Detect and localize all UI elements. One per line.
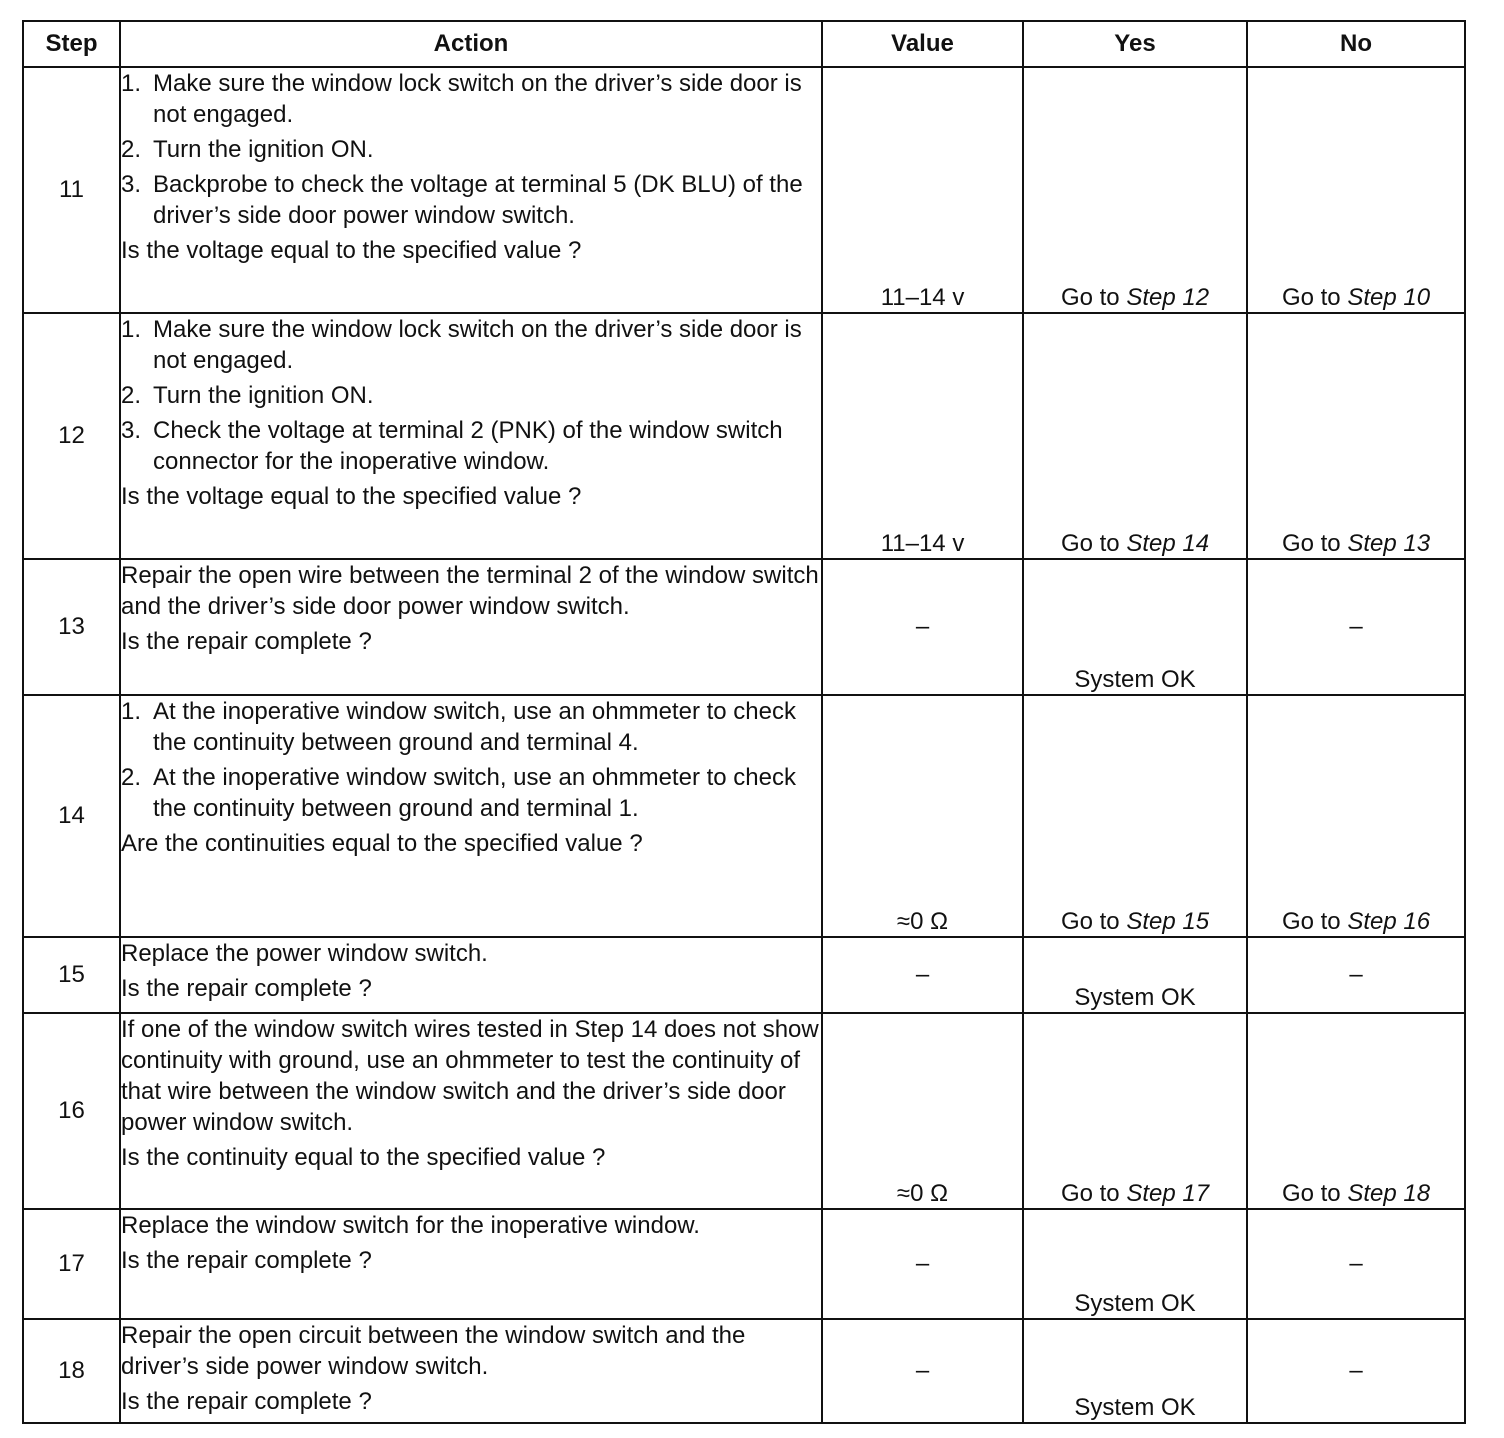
action-question: Is the repair complete ? <box>121 1388 372 1415</box>
step-number: 18 <box>23 1319 120 1423</box>
yes-cell <box>1023 695 1247 937</box>
action-question: Is the voltage equal to the specified value ? <box>121 483 582 510</box>
action-text: Replace the window switch for the inoperative window. <box>121 1212 700 1239</box>
item-number: 2. <box>121 136 142 163</box>
no-cell <box>1247 1013 1465 1209</box>
action-text: If one of the window switch wires tested in Step 14 does not show continuity with ground, use an ohmmeter to test the continuity of that wire between the window switch and the driver’s side door power window switch. <box>121 1016 819 1136</box>
no-prefix: Go to <box>1281 1180 1348 1207</box>
table-row <box>23 937 1465 1013</box>
yes-cell <box>1023 313 1247 559</box>
table-row <box>23 1319 1465 1423</box>
action-question: Are the continuities equal to the specified value ? <box>121 830 643 857</box>
yes-prefix: Go to <box>1060 530 1127 557</box>
action-list-item <box>121 380 821 411</box>
table-row <box>23 313 1465 559</box>
step-number: 17 <box>23 1209 120 1319</box>
action-list-item <box>121 415 821 477</box>
item-text: Backprobe to check the voltage at terminal 5 (DK BLU) of the driver’s side door power window switch. <box>153 171 803 229</box>
no-cell <box>1247 67 1465 313</box>
no-cell <box>1247 695 1465 937</box>
yes-prefix: Go to <box>1060 284 1127 311</box>
value-cell: – <box>822 559 1023 695</box>
yes-step-link: Step 17 <box>1126 1180 1210 1207</box>
action-text: Repair the open wire between the terminal 2 of the window switch and the driver’s side door power window switch. <box>121 562 819 620</box>
no-prefix: Go to <box>1281 530 1348 557</box>
header-yes: Yes <box>1023 21 1247 67</box>
value-cell: 11–14 v <box>822 67 1023 313</box>
table-row <box>23 67 1465 313</box>
action-cell <box>120 1013 822 1209</box>
yes-cell <box>1023 67 1247 313</box>
action-cell <box>120 1319 822 1423</box>
item-text: At the inoperative window switch, use an ohmmeter to check the continuity between ground and terminal 1. <box>153 764 796 822</box>
no-prefix: Go to <box>1281 284 1348 311</box>
action-cell <box>120 559 822 695</box>
action-list-item <box>121 762 821 824</box>
no-step-link: Step 13 <box>1347 530 1431 557</box>
step-number: 14 <box>23 695 120 937</box>
action-question: Is the repair complete ? <box>121 975 372 1002</box>
item-number: 1. <box>121 698 142 725</box>
yes-cell <box>1023 1013 1247 1209</box>
step-number: 16 <box>23 1013 120 1209</box>
no-step-link: Step 16 <box>1347 908 1431 935</box>
no-cell: – <box>1247 1319 1465 1423</box>
action-list-item <box>121 134 821 165</box>
table-row <box>23 695 1465 937</box>
yes-cell: System OK <box>1023 1209 1247 1319</box>
yes-prefix: Go to <box>1060 908 1127 935</box>
step-number: 13 <box>23 559 120 695</box>
no-step-link: Step 18 <box>1347 1180 1431 1207</box>
no-prefix: Go to <box>1281 908 1348 935</box>
table-row <box>23 559 1465 695</box>
item-text: At the inoperative window switch, use an ohmmeter to check the continuity between ground and terminal 4. <box>153 698 796 756</box>
table-row <box>23 1013 1465 1209</box>
no-cell <box>1247 313 1465 559</box>
item-number: 2. <box>121 764 142 791</box>
yes-cell: System OK <box>1023 559 1247 695</box>
item-text: Turn the ignition ON. <box>153 136 374 163</box>
action-text: Replace the power window switch. <box>121 940 488 967</box>
action-question: Is the repair complete ? <box>121 1247 372 1274</box>
no-step-link: Step 10 <box>1347 284 1431 311</box>
value-cell: 11–14 v <box>822 313 1023 559</box>
action-cell <box>120 695 822 937</box>
table-row <box>23 1209 1465 1319</box>
header-value: Value <box>822 21 1023 67</box>
value-cell: ≈0 Ω <box>822 1013 1023 1209</box>
action-question: Is the repair complete ? <box>121 628 372 655</box>
action-cell <box>120 937 822 1013</box>
item-text: Make sure the window lock switch on the driver’s side door is not engaged. <box>153 70 802 128</box>
action-cell <box>120 1209 822 1319</box>
step-number: 11 <box>23 67 120 313</box>
item-text: Turn the ignition ON. <box>153 382 374 409</box>
diagnostic-table <box>22 20 1466 1424</box>
action-list-item <box>121 696 821 758</box>
value-cell: – <box>822 1209 1023 1319</box>
yes-step-link: Step 14 <box>1126 530 1210 557</box>
step-number: 15 <box>23 937 120 1013</box>
header-action: Action <box>120 21 822 67</box>
action-question: Is the continuity equal to the specified value ? <box>121 1144 606 1171</box>
item-text: Check the voltage at terminal 2 (PNK) of the window switch connector for the inoperative window. <box>153 417 783 475</box>
action-text: Repair the open circuit between the window switch and the driver’s side power window switch. <box>121 1322 746 1380</box>
item-number: 3. <box>121 171 142 198</box>
yes-step-link: Step 15 <box>1126 908 1210 935</box>
value-cell: – <box>822 937 1023 1013</box>
item-text: Make sure the window lock switch on the driver’s side door is not engaged. <box>153 316 802 374</box>
item-number: 1. <box>121 70 142 97</box>
action-cell <box>120 67 822 313</box>
yes-prefix: Go to <box>1060 1180 1127 1207</box>
no-cell: – <box>1247 1209 1465 1319</box>
action-list-item <box>121 68 821 130</box>
action-question: Is the voltage equal to the specified value ? <box>121 237 582 264</box>
header-row <box>23 21 1465 67</box>
header-step: Step <box>23 21 120 67</box>
no-cell: – <box>1247 559 1465 695</box>
action-list-item <box>121 314 821 376</box>
yes-cell: System OK <box>1023 1319 1247 1423</box>
action-cell <box>120 313 822 559</box>
item-number: 1. <box>121 316 142 343</box>
value-cell: ≈0 Ω <box>822 695 1023 937</box>
no-cell: – <box>1247 937 1465 1013</box>
yes-cell: System OK <box>1023 937 1247 1013</box>
action-list-item <box>121 169 821 231</box>
item-number: 3. <box>121 417 142 444</box>
value-cell: – <box>822 1319 1023 1423</box>
header-no: No <box>1247 21 1465 67</box>
step-number: 12 <box>23 313 120 559</box>
item-number: 2. <box>121 382 142 409</box>
yes-step-link: Step 12 <box>1126 284 1210 311</box>
